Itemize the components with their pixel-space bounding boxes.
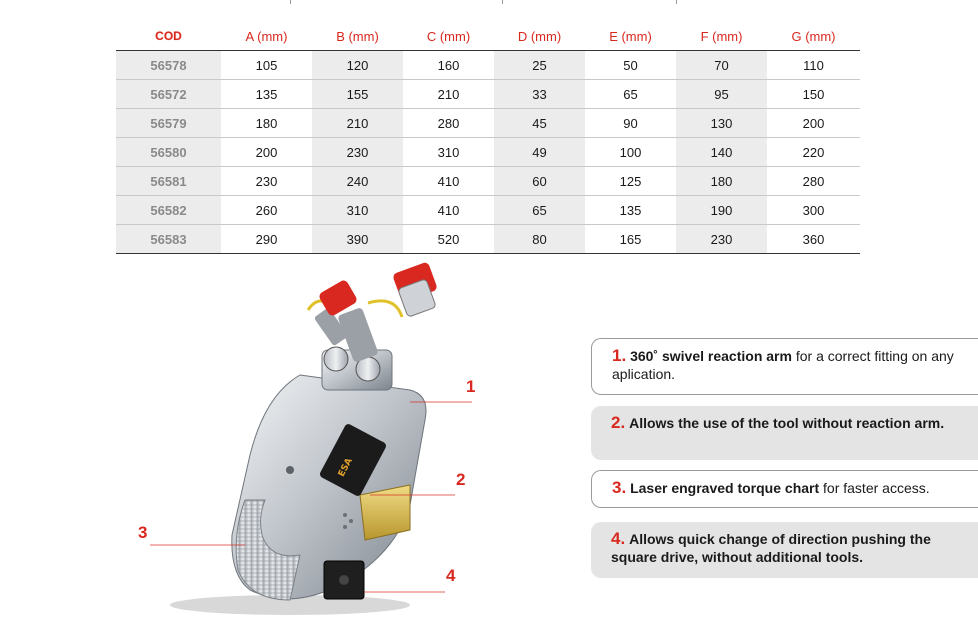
feature-3 (591, 470, 978, 508)
table-cell: 190 (676, 196, 767, 225)
table-cell: 135 (585, 196, 676, 225)
column-header-g: G (mm) (767, 22, 860, 51)
swivel-fitting-left-icon (324, 347, 348, 371)
table-row (116, 167, 860, 196)
feature-3-number: 3. (612, 478, 627, 497)
table-cell: 65 (494, 196, 585, 225)
callout-number-2: 2 (456, 470, 466, 489)
cell-cod: 56578 (116, 51, 221, 80)
column-header-e: E (mm) (585, 22, 676, 51)
callout-number-3: 3 (138, 523, 148, 542)
column-header-cod: COD (116, 22, 221, 51)
table-cell: 300 (767, 196, 860, 225)
feature-2-number: 2. (611, 413, 626, 432)
table-cell: 180 (676, 167, 767, 196)
table-cell: 230 (221, 167, 312, 196)
callout-number-1: 1 (466, 377, 476, 396)
dimensions-table (116, 22, 860, 254)
table-cell: 360 (767, 225, 860, 254)
feature-3-title: Laser engraved torque chart (630, 480, 820, 496)
table-cell: 95 (676, 80, 767, 109)
table-row (116, 109, 860, 138)
top-ticks (0, 0, 978, 8)
table-cell: 180 (221, 109, 312, 138)
table-cell: 160 (403, 51, 494, 80)
column-header-c: C (mm) (403, 22, 494, 51)
table-cell: 260 (221, 196, 312, 225)
table-cell: 210 (403, 80, 494, 109)
gold-drive-insert (360, 485, 410, 540)
table-cell: 100 (585, 138, 676, 167)
column-header-a: A (mm) (221, 22, 312, 51)
table-header-row (116, 22, 860, 51)
table-cell: 50 (585, 51, 676, 80)
table-cell: 45 (494, 109, 585, 138)
table-cell: 110 (767, 51, 860, 80)
column-header-d: D (mm) (494, 22, 585, 51)
feature-2 (591, 406, 978, 460)
column-header-b: B (mm) (312, 22, 403, 51)
table-row (116, 80, 860, 109)
table-cell: 60 (494, 167, 585, 196)
table-cell: 140 (676, 138, 767, 167)
cell-cod: 56583 (116, 225, 221, 254)
cell-cod: 56580 (116, 138, 221, 167)
table-cell: 210 (312, 109, 403, 138)
table-cell: 49 (494, 138, 585, 167)
callout-number-4: 4 (446, 566, 456, 585)
table-cell: 390 (312, 225, 403, 254)
retainer-wire (368, 301, 402, 317)
feature-4-title: Allows quick change of direction pushing the square drive, without additional tools. (611, 531, 931, 565)
table-cell: 280 (403, 109, 494, 138)
table-cell: 80 (494, 225, 585, 254)
table-cell: 230 (676, 225, 767, 254)
table-cell: 240 (312, 167, 403, 196)
table-row (116, 225, 860, 254)
table-cell: 130 (676, 109, 767, 138)
table-cell: 120 (312, 51, 403, 80)
table-cell: 310 (312, 196, 403, 225)
table-cell: 165 (585, 225, 676, 254)
vent-dot-icon (343, 513, 347, 517)
feature-3-text: for faster access. (819, 480, 930, 496)
table-cell: 200 (767, 109, 860, 138)
cell-cod: 56572 (116, 80, 221, 109)
table-cell: 220 (767, 138, 860, 167)
vent-dot-icon (343, 525, 347, 529)
feature-1-title: 360˚ swivel reaction arm (630, 348, 792, 364)
table-cell: 410 (403, 196, 494, 225)
table-cell: 90 (585, 109, 676, 138)
table-cell: 125 (585, 167, 676, 196)
table-cell: 150 (767, 80, 860, 109)
table-cell: 25 (494, 51, 585, 80)
table-cell: 70 (676, 51, 767, 80)
table-row (116, 138, 860, 167)
cell-cod: 56579 (116, 109, 221, 138)
table-cell: 310 (403, 138, 494, 167)
table-cell: 410 (403, 167, 494, 196)
table-cell: 135 (221, 80, 312, 109)
table-cell: 155 (312, 80, 403, 109)
table-cell: 230 (312, 138, 403, 167)
table-cell: 200 (221, 138, 312, 167)
table-cell: 105 (221, 51, 312, 80)
torque-wrench-illustration (0, 255, 560, 632)
table-cell: 65 (585, 80, 676, 109)
feature-1-text: for a correct fitting on any aplication. (612, 348, 954, 382)
table-cell: 33 (494, 80, 585, 109)
feature-4-number: 4. (611, 529, 626, 548)
body-screw-icon (286, 466, 294, 474)
feature-2-title: Allows the use of the tool without reaction arm. (629, 415, 945, 431)
cell-cod: 56582 (116, 196, 221, 225)
table-cell: 520 (403, 225, 494, 254)
feature-1 (591, 338, 978, 395)
table-row (116, 196, 860, 225)
column-header-f: F (mm) (676, 22, 767, 51)
feature-1-number: 1. (612, 346, 627, 365)
cell-cod: 56581 (116, 167, 221, 196)
table-cell: 280 (767, 167, 860, 196)
table-row (116, 51, 860, 80)
vent-dot-icon (349, 519, 353, 523)
brand-logo-icon: ESA (336, 456, 355, 479)
drive-pin-icon (339, 575, 349, 585)
feature-4 (591, 522, 978, 578)
table-cell: 290 (221, 225, 312, 254)
